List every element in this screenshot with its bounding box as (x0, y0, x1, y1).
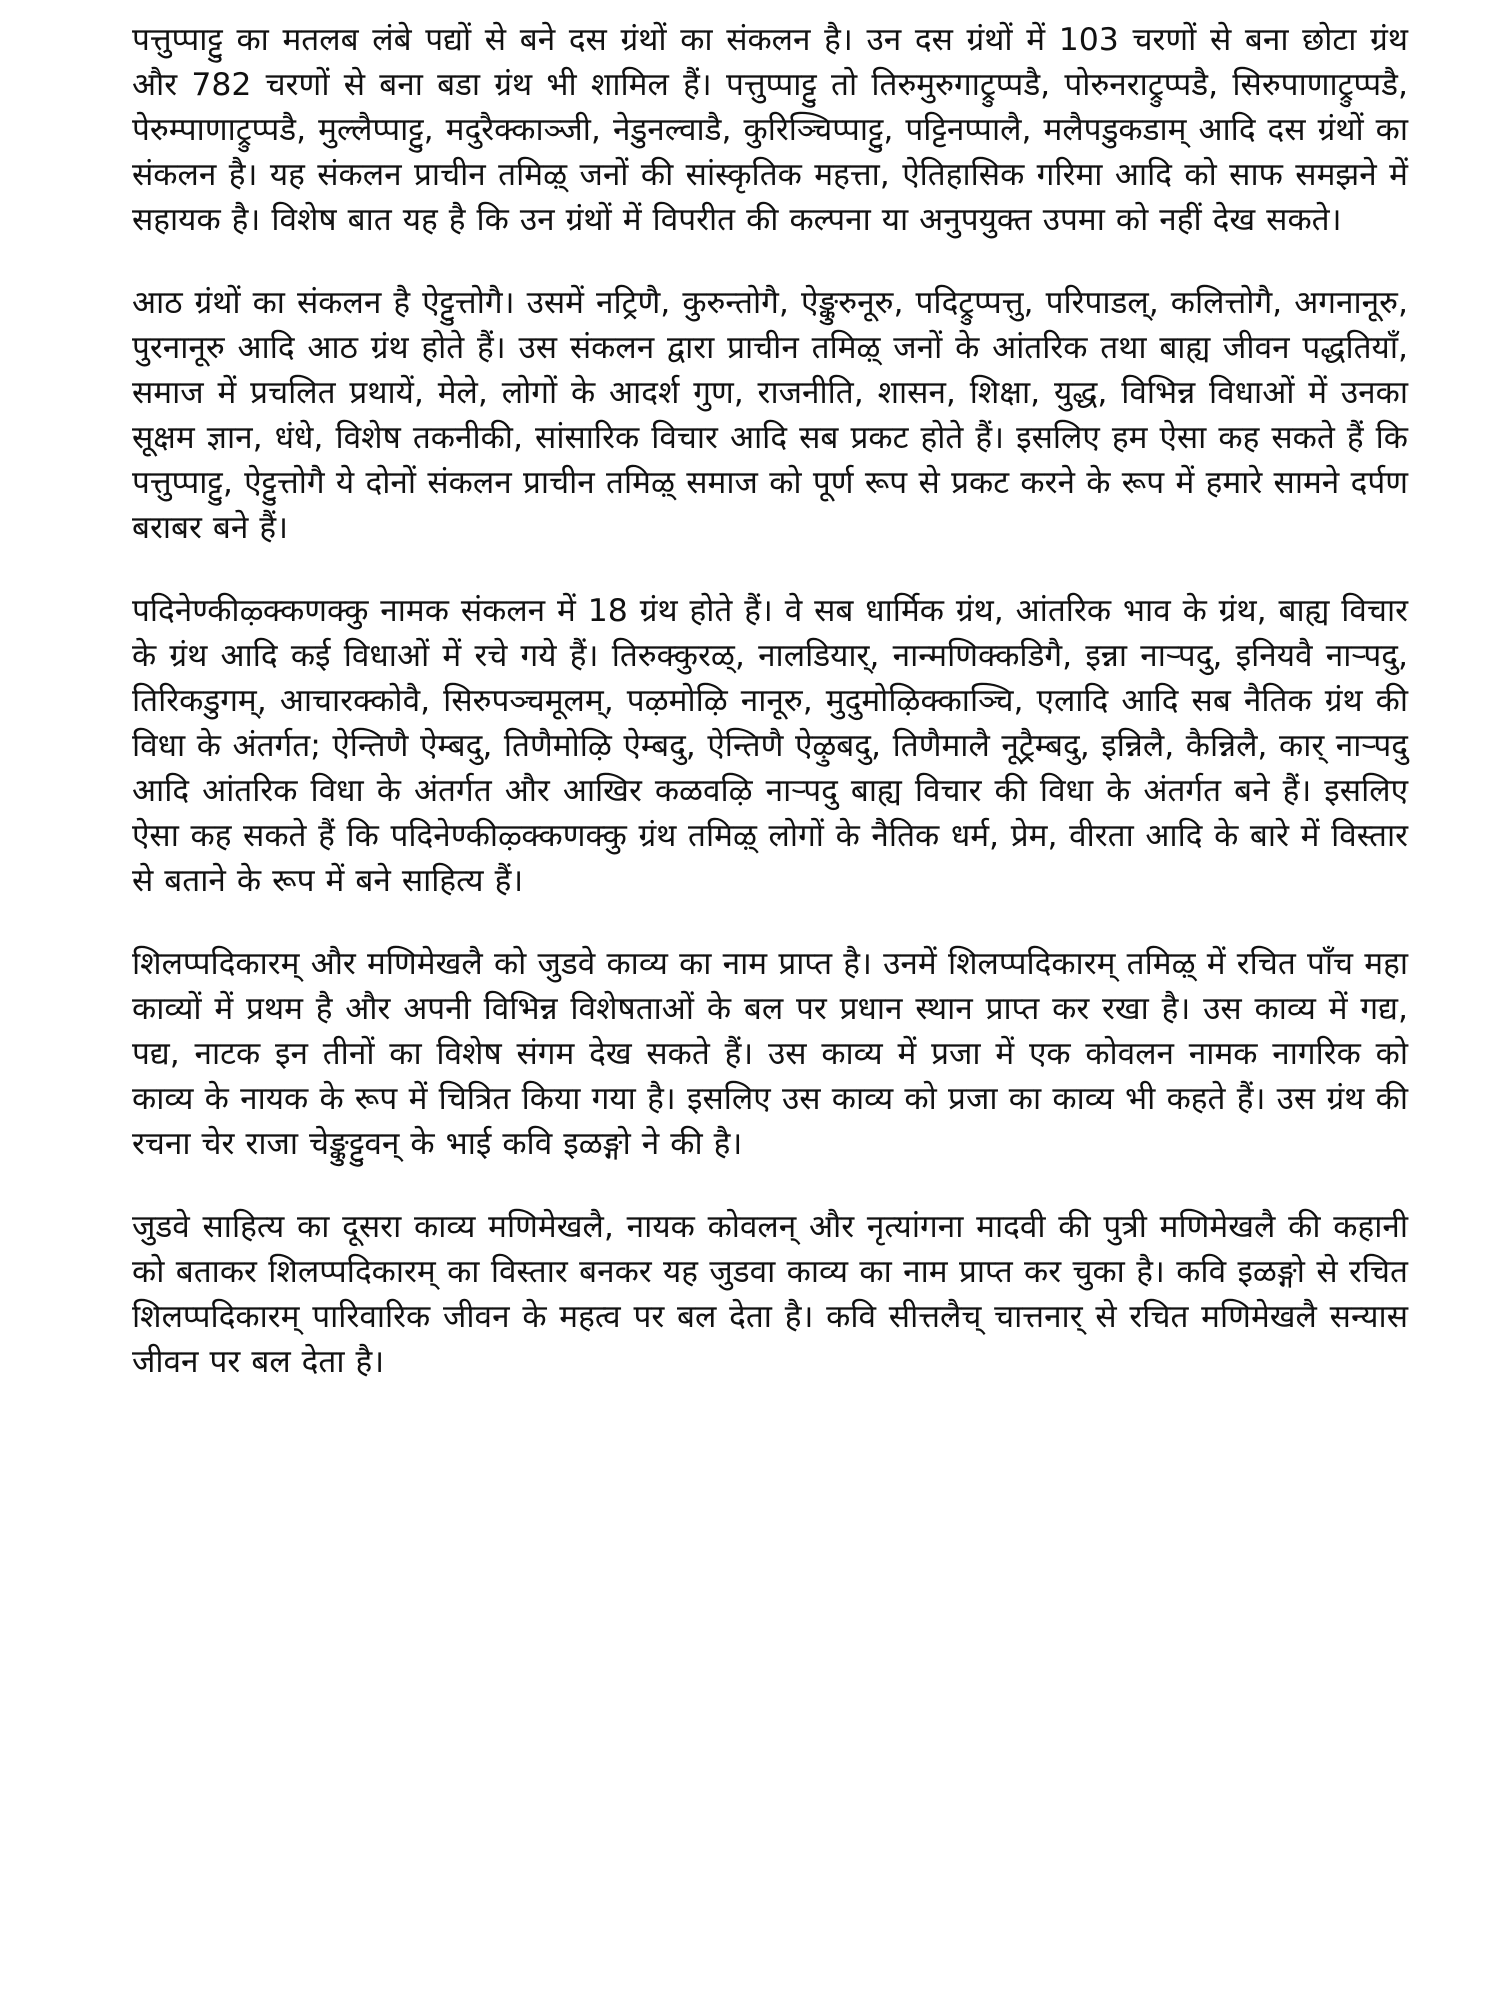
document-page (132, 18, 1408, 1982)
paragraph-padinenkilkanakku: पदिनेण्कीऴ्क्कणक्कु नामक संकलन में 18 ग्रंथ होते हैं। वे सब धार्मिक ग्रंथ, आंतरिक भाव के ग्रंथ, बाह्य विचार के ग्रंथ आदि कई विधाओं में रचे गये हैं। तिरुक्कुरळ्, नालडियार्, नान्मणिक्कडिगै, इन्ना नाऱ्पदु, इनियवै नाऱ्पदु, तिरिकडुगम्, आचारक्कोवै, सिरुपञ्चमूलम्, पऴमोऴि नानूरु, मुदुमोऴिक्काञ्चि, एलादि आदि सब नैतिक ग्रंथ की विधा के अंतर्गत; ऐन्तिणै ऐम्बदु, तिणैमोऴि ऐम्बदु, ऐन्तिणै ऐऴुबदु, तिणैमालै नूट्रैम्बदु, इन्निलै, कैन्निलै, कार् नाऱ्पदु आदि आंतरिक विधा के अंतर्गत और आखिर कळवऴि नाऱ्पदु बाह्य विचार की विधा के अंतर्गत बने हैं। इसलिए ऐसा कह सकते हैं कि पदिनेण्कीऴ्क्कणक्कु ग्रंथ तमिऴ् लोगों के नैतिक धर्म, प्रेम, वीरता आदि के बारे में विस्तार से बताने के रूप में बने साहित्य हैं। (132, 593, 1408, 899)
paragraph-pattuppattu: पत्तुप्पाट्टु का मतलब लंबे पद्यों से बने दस ग्रंथों का संकलन है। उन दस ग्रंथों में 103 चरणों से बना छोटा ग्रंथ और 782 चरणों से बना बडा ग्रंथ भी शामिल हैं। पत्तुप्पाट्टु तो तिरुमुरुगाट्रुप्पडै, पोरुनराट्रुप्पडै, सिरुपाणाट्रुप्पडै, पेरुम्पाणाट्रुप्पडै, मुल्लैप्पाट्टु, मदुरैक्काञ्जी, नेडुनल्वाडै, कुरिञ्चिप्पाट्टु, पट्टिनप्पालै, मलैपडुकडाम् आदि दस ग्रंथों का संकलन है। यह संकलन प्राचीन तमिऴ् जनों की सांस्कृतिक महत्ता, ऐतिहासिक गरिमा आदि को साफ समझने में सहायक है। विशेष बात यह है कि उन ग्रंथों में विपरीत की कल्पना या अनुपयुक्त उपमा को नहीं देख सकते। (132, 22, 1408, 238)
paragraph-manimekalai: जुडवे साहित्य का दूसरा काव्य मणिमेखलै, नायक कोवलन् और नृत्यांगना मादवी की पुत्री मणिमेखलै की कहानी को बताकर शिलप्पदिकारम् का विस्तार बनकर यह जुडवा काव्य का नाम प्राप्त कर चुका है। कवि इळङ्गो से रचित शिलप्पदिकारम् पारिवारिक जीवन के महत्व पर बल देता है। कवि सीत्तलैच् चात्तनार् से रचित मणिमेखलै सन्यास जीवन पर बल देता है। (132, 1209, 1408, 1380)
paragraph-silappadikaram: शिलप्पदिकारम् और मणिमेखलै को जुडवे काव्य का नाम प्राप्त है। उनमें शिलप्पदिकारम् तमिऴ् में रचित पाँच महा काव्यों में प्रथम है और अपनी विभिन्न विशेषताओं के बल पर प्रधान स्थान प्राप्त कर रखा है। उस काव्य में गद्य, पद्य, नाटक इन तीनों का विशेष संगम देख सकते हैं। उस काव्य में प्रजा में एक कोवलन नामक नागरिक को काव्य के नायक के रूप में चित्रित किया गया है। इसलिए उस काव्य को प्रजा का काव्य भी कहते हैं। उस ग्रंथ की रचना चेर राजा चेङ्कुट्टुवन् के भाई कवि इळङ्गो ने की है। (132, 946, 1408, 1162)
paragraph-ettuttogai: आठ ग्रंथों का संकलन है ऐट्टुत्तोगै। उसमें नट्रिणै, कुरुन्तोगै, ऐङ्कुरुनूरु, पदिट्रुप्पत्तु, परिपाडल्, कलित्तोगै, अगनानूरु, पुरनानूरु आदि आठ ग्रंथ होते हैं। उस संकलन द्वारा प्राचीन तमिऴ् जनों के आंतरिक तथा बाह्य जीवन पद्धतियाँ, समाज में प्रचलित प्रथायें, मेले, लोगों के आदर्श गुण, राजनीति, शासन, शिक्षा, युद्ध, विभिन्न विधाओं में उनका सूक्षम ज्ञान, धंधे, विशेष तकनीकी, सांसारिक विचार आदि सब प्रकट होते हैं। इसलिए हम ऐसा कह सकते हैं कि पत्तुप्पाट्टु, ऐट्टुत्तोगै ये दोनों संकलन प्राचीन तमिऴ् समाज को पूर्ण रूप से प्रकट करने के रूप में हमारे सामने दर्पण बराबर बने हैं। (132, 285, 1408, 546)
